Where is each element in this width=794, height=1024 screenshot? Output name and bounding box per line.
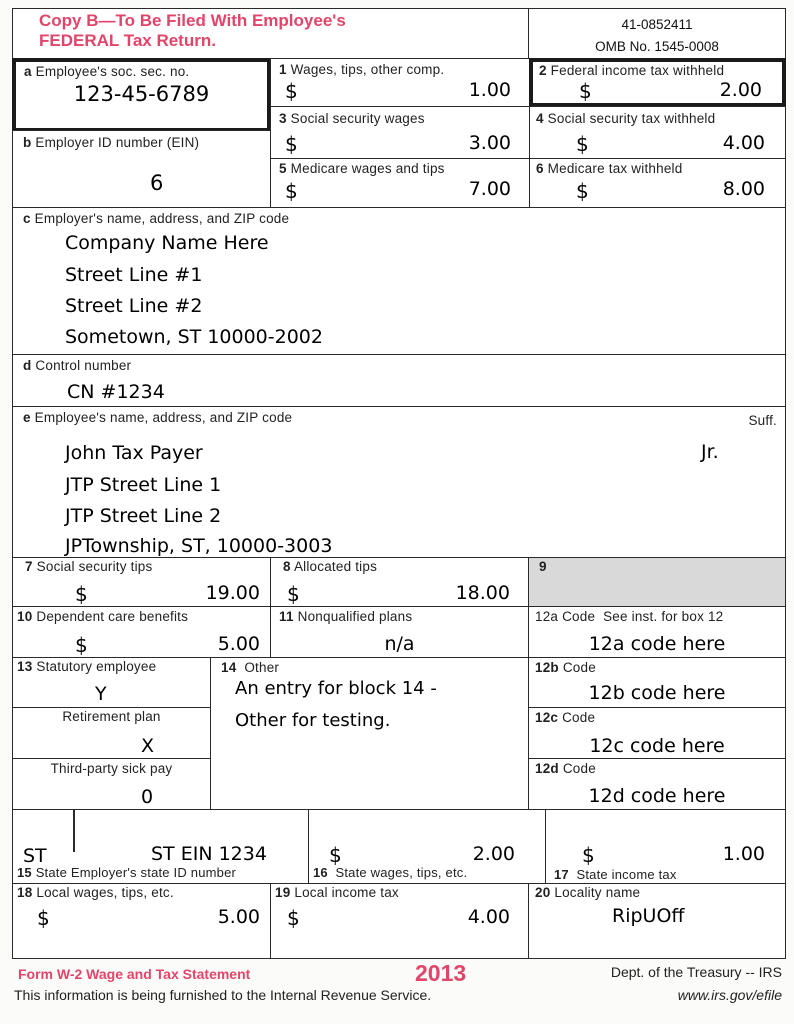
box-a-label: Employee's soc. sec. no. — [35, 64, 190, 79]
footer-url[interactable]: www.irs.gov/efile — [677, 987, 782, 1003]
box-12d-value: 12d code here — [588, 785, 726, 807]
box-b-label: Employer ID number (EIN) — [35, 135, 200, 150]
box-17-currency: $ — [582, 843, 595, 867]
box-16-currency: $ — [329, 843, 342, 867]
box-8-num: 8 — [283, 559, 291, 574]
box-12d-num: 12d — [535, 761, 559, 776]
box-13-retirement[interactable] — [12, 707, 211, 759]
box-a-value: 123-45-6789 — [73, 82, 210, 106]
box-19-currency: $ — [287, 906, 300, 930]
box-18-currency: $ — [37, 906, 50, 930]
suffix-label: Suff. — [748, 413, 777, 428]
box-15-state-value: ST — [23, 845, 47, 867]
box-6-currency: $ — [576, 179, 589, 203]
box-20-num: 20 — [535, 885, 551, 900]
box-1-value: 1.00 — [468, 79, 511, 101]
footer-year: 2013 — [415, 960, 467, 986]
employee-suffix: Jr. — [701, 441, 719, 463]
box-6-medicare-tax[interactable] — [529, 158, 786, 208]
box-16-value: 2.00 — [472, 843, 515, 865]
box-c-label: Employer's name, address, and ZIP code — [34, 211, 290, 226]
box-14-label: Other — [244, 660, 280, 675]
box-12d-label: Code — [562, 761, 596, 776]
employer-city: Sometown, ST 10000-2002 — [65, 326, 323, 348]
box-12b[interactable] — [528, 657, 786, 708]
box-20-locality[interactable] — [528, 883, 786, 959]
box-12b-value: 12b code here — [588, 682, 726, 704]
box-3-currency: $ — [285, 132, 298, 156]
box-16-num: 16 — [313, 865, 328, 880]
form-id: 41-0852411 — [621, 17, 693, 32]
box-10-num: 10 — [17, 609, 33, 624]
box-1-label: Wages, tips, other comp. — [290, 62, 445, 77]
box-19-num: 19 — [275, 885, 291, 900]
box-1-wages[interactable] — [270, 58, 530, 107]
box-19-label: Local income tax — [294, 885, 399, 900]
box-15-num: 15 — [17, 865, 32, 880]
box-1-currency: $ — [285, 79, 298, 103]
employer-street-1: Street Line #1 — [65, 264, 203, 286]
employer-street-2: Street Line #2 — [65, 295, 203, 317]
copy-line1: Copy B—To Be Filed With Employee's — [39, 11, 346, 30]
box-17-num: 17 — [554, 867, 569, 882]
employer-name: Company Name Here — [65, 232, 269, 254]
header-omb-box — [528, 8, 786, 60]
box-5-medicare-wages[interactable] — [270, 158, 530, 208]
box-d-value: CN #1234 — [67, 381, 165, 403]
box-14-other[interactable] — [210, 657, 529, 810]
box-18-value: 5.00 — [217, 906, 260, 928]
header-copy-box — [12, 8, 530, 60]
box-d-label: Control number — [35, 358, 132, 373]
box-19-local-tax[interactable] — [270, 883, 529, 959]
box-10-label: Dependent care benefits — [36, 609, 189, 624]
box-18-num: 18 — [17, 885, 33, 900]
box-14-line-2: Other for testing. — [235, 710, 391, 731]
box-12a-note: See inst. for box 12 — [603, 609, 724, 624]
copy-line2: FEDERAL Tax Return. — [39, 31, 216, 50]
box-19-value: 4.00 — [467, 906, 510, 928]
box-18-label: Local wages, tips, etc. — [36, 885, 174, 900]
box-4-label: Social security tax withheld — [547, 111, 716, 126]
box-e-employee[interactable] — [12, 406, 786, 558]
box-7-value: 19.00 — [205, 582, 260, 604]
box-3-label: Social security wages — [290, 111, 425, 126]
box-d-num: d — [23, 358, 32, 373]
box-b-num: b — [23, 135, 32, 150]
box-12c-num: 12c — [535, 710, 559, 725]
employee-street-1: JTP Street Line 1 — [65, 474, 222, 496]
box-12a-num: 12a — [535, 609, 559, 624]
box-12b-label: Code — [562, 660, 596, 675]
box-7-ss-tips[interactable] — [12, 557, 271, 607]
box-11-label: Nonqualified plans — [297, 609, 413, 624]
box-5-currency: $ — [285, 179, 298, 203]
box-13-retirement-label: Retirement plan — [62, 709, 161, 724]
box-13-sick-value: 0 — [141, 786, 154, 808]
box-18-local-wages[interactable] — [12, 883, 271, 959]
box-a-ssn[interactable] — [12, 58, 271, 132]
box-13-statutory[interactable] — [12, 657, 211, 708]
box-11-num: 11 — [279, 609, 294, 624]
box-1-num: 1 — [279, 62, 287, 77]
box-a-num: a — [24, 64, 32, 79]
box-6-label: Medicare tax withheld — [547, 161, 683, 176]
box-2-federal-tax[interactable] — [529, 58, 786, 107]
box-c-num: c — [23, 211, 31, 226]
box-13-sick-label: Third-party sick pay — [50, 761, 173, 776]
box-e-label: Employee's name, address, and ZIP code — [34, 410, 293, 425]
box-7-num: 7 — [25, 559, 33, 574]
box-5-num: 5 — [279, 161, 287, 176]
box-13-statutory-value: Y — [95, 683, 107, 705]
box-5-label: Medicare wages and tips — [290, 161, 445, 176]
box-17-label: State income tax — [576, 867, 677, 882]
footer-info: This information is being furnished to the Internal Revenue Service. — [14, 987, 432, 1003]
box-17-state-tax[interactable] — [545, 809, 786, 884]
box-11-nonqualified[interactable] — [270, 606, 529, 658]
box-12a-label: Code — [562, 609, 596, 624]
box-2-value: 2.00 — [719, 79, 762, 101]
box-5-value: 7.00 — [468, 178, 511, 200]
box-b-ein[interactable] — [12, 130, 271, 208]
box-12b-num: 12b — [535, 660, 559, 675]
box-10-value: 5.00 — [217, 633, 260, 655]
box-7-currency: $ — [75, 582, 88, 606]
box-4-num: 4 — [536, 111, 544, 126]
state-divider — [73, 810, 75, 852]
box-15-label: State Employer's state ID number — [35, 865, 237, 880]
box-4-currency: $ — [576, 132, 589, 156]
employee-name: John Tax Payer — [65, 442, 203, 464]
box-15-state[interactable] — [12, 809, 309, 884]
box-4-ss-tax[interactable] — [529, 106, 786, 159]
box-10-currency: $ — [75, 633, 88, 657]
box-16-label: State wages, tips, etc. — [335, 865, 468, 880]
box-2-label: Federal income tax withheld — [550, 63, 725, 78]
box-11-value: n/a — [384, 633, 415, 655]
box-12a[interactable] — [528, 606, 786, 658]
box-17-value: 1.00 — [722, 843, 765, 865]
box-12a-value: 12a code here — [588, 633, 726, 655]
box-3-num: 3 — [279, 111, 287, 126]
box-16-state-wages[interactable] — [308, 809, 546, 884]
box-6-num: 6 — [536, 161, 544, 176]
employee-street-2: JTP Street Line 2 — [65, 505, 222, 527]
box-8-currency: $ — [287, 582, 300, 606]
box-13-num: 13 — [17, 659, 33, 674]
box-3-value: 3.00 — [468, 132, 511, 154]
box-c-employer[interactable] — [12, 207, 786, 355]
box-d-control[interactable] — [12, 354, 786, 407]
employee-city: JPTownship, ST, 10000-3003 — [65, 535, 333, 557]
box-7-label: Social security tips — [36, 559, 153, 574]
footer-form-title: Form W-2 Wage and Tax Statement — [18, 966, 251, 982]
box-12c-value: 12c code here — [589, 735, 725, 757]
box-e-num: e — [23, 410, 31, 425]
box-12d[interactable] — [528, 758, 786, 810]
box-12c-label: Code — [562, 710, 596, 725]
box-14-line-1: An entry for block 14 - — [235, 678, 437, 699]
box-3-ss-wages[interactable] — [270, 106, 530, 159]
box-b-value: 6 — [150, 171, 164, 195]
box-20-value: RipUOff — [612, 905, 685, 927]
box-10-dependent-care[interactable] — [12, 606, 271, 658]
box-8-allocated-tips[interactable] — [270, 557, 529, 607]
box-14-num: 14 — [221, 660, 237, 675]
box-20-label: Locality name — [554, 885, 641, 900]
box-8-label: Allocated tips — [293, 559, 378, 574]
box-2-num: 2 — [539, 63, 547, 78]
box-13-sick-pay[interactable] — [12, 758, 211, 810]
box-2-currency: $ — [579, 79, 592, 103]
box-13-retirement-value: X — [141, 735, 155, 757]
box-13-statutory-label: Statutory employee — [36, 659, 157, 674]
box-15-ein-value: ST EIN 1234 — [151, 843, 267, 865]
box-6-value: 8.00 — [722, 178, 765, 200]
box-4-value: 4.00 — [722, 132, 765, 154]
footer-dept: Dept. of the Treasury -- IRS — [610, 964, 782, 980]
box-12c[interactable] — [528, 707, 786, 759]
box-8-value: 18.00 — [455, 582, 510, 604]
box-9-num: 9 — [539, 559, 547, 574]
omb-number: OMB No. 1545-0008 — [595, 39, 719, 54]
box-9-shaded — [528, 557, 786, 607]
